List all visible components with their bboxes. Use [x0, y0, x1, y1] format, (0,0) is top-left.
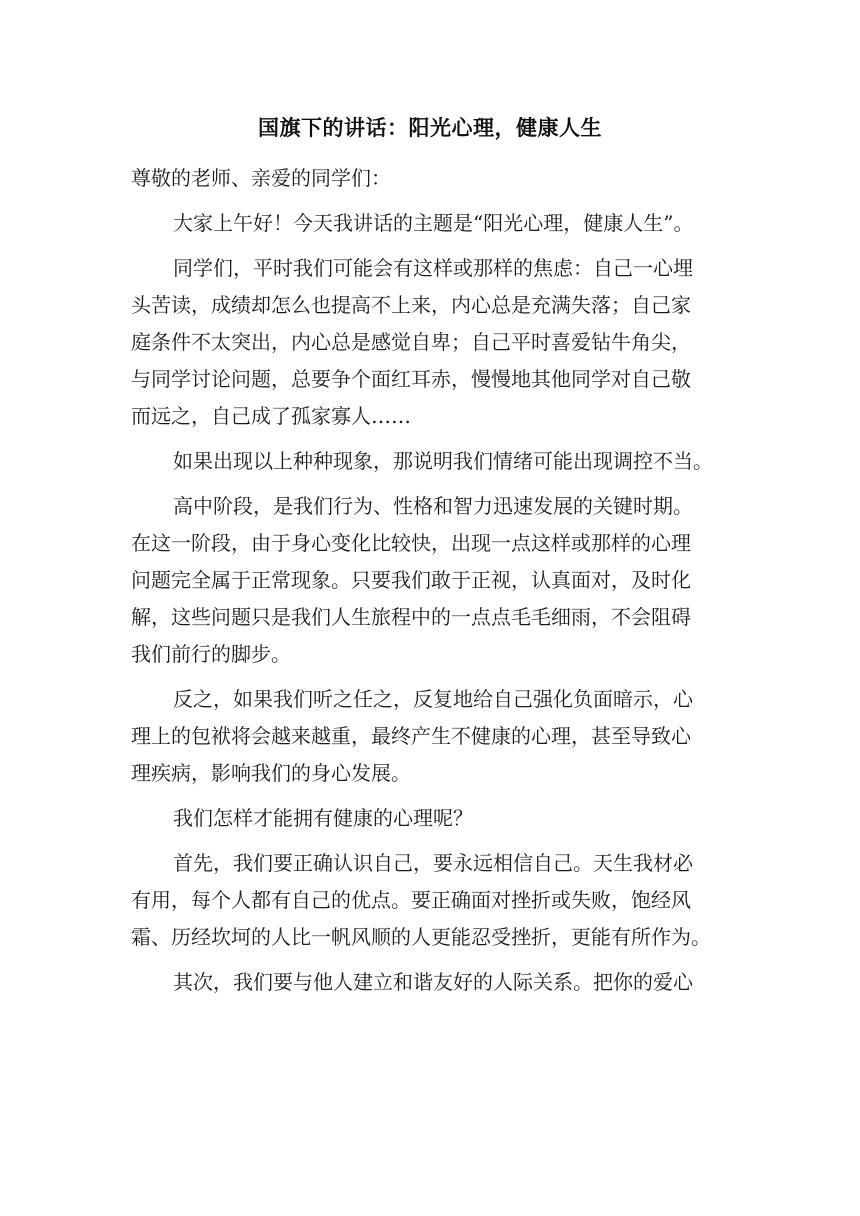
paragraph-line: 有用，每个人都有自己的优点。要正确面对挫折或失败，饱经风 [131, 888, 691, 912]
paragraph-line: 高中阶段，是我们行为、性格和智力迅速发展的关键时期。 [173, 494, 693, 518]
paragraph-line: 反之，如果我们听之任之，反复地给自己强化负面暗示，心 [173, 687, 693, 711]
paragraph-line: 庭条件不太突出，内心总是感觉自卑；自己平时喜爱钻牛角尖， [131, 330, 691, 354]
paragraph-line: 霜、历经坎坷的人比一帆风顺的人更能忍受挫折，更能有所作为。 [131, 925, 711, 949]
paragraph-2 [131, 250, 743, 435]
paragraph-line: 理上的包袱将会越来越重，最终产生不健康的心理，甚至导致心 [131, 724, 691, 748]
salutation: 尊敬的老师、亲爱的同学们： [131, 166, 391, 190]
paragraph-5 [131, 681, 743, 792]
paragraph-line: 同学们，平时我们可能会有这样或那样的焦虑：自己一心埋 [173, 256, 693, 280]
paragraph-line: 头苦读，成绩却怎么也提高不上来，内心总是充满失落；自己家 [131, 293, 691, 317]
paragraph-line: 解，这些问题只是我们人生旅程中的一点点毛毛细雨，不会阻碍 [131, 605, 691, 629]
paragraph-3 [131, 443, 743, 480]
paragraph-4 [131, 488, 743, 673]
paragraph-line: 其次，我们要与他人建立和谐友好的人际关系。把你的爱心 [173, 970, 693, 994]
paragraph-line: 如果出现以上种种现象，那说明我们情绪可能出现调控不当。 [173, 449, 713, 473]
paragraph-7 [131, 845, 743, 956]
paragraph-line: 我们前行的脚步。 [131, 642, 291, 666]
paragraph-line: 理疾病，影响我们的身心发展。 [131, 761, 411, 785]
paragraph-line: 大家上午好！今天我讲话的主题是“阳光心理，健康人生”。 [173, 211, 694, 235]
paragraph-line: 而远之，自己成了孤家寡人…… [131, 404, 411, 428]
paragraph-1 [131, 205, 743, 242]
paragraph-line: 我们怎样才能拥有健康的心理呢？ [173, 806, 473, 830]
paragraph-6 [131, 800, 743, 837]
paragraph-line: 与同学讨论问题，总要争个面红耳赤，慢慢地其他同学对自己敬 [131, 367, 691, 391]
paragraph-line: 首先，我们要正确认识自己，要永远相信自己。天生我材必 [173, 851, 693, 875]
paragraph-line: 在这一阶段，由于身心变化比较快，出现一点这样或那样的心理 [131, 531, 691, 555]
paragraph-8 [131, 964, 743, 1001]
paragraph-line: 问题完全属于正常现象。只要我们敢于正视，认真面对，及时化 [131, 568, 691, 592]
document-title: 国旗下的讲话：阳光心理，健康人生 [258, 116, 602, 140]
document-body [131, 160, 743, 1001]
